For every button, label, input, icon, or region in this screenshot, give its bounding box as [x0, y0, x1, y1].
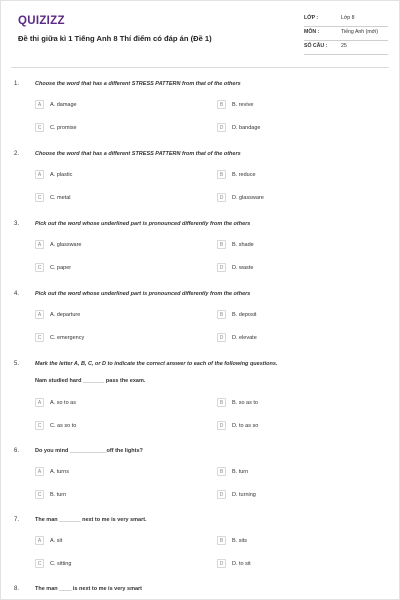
question-text: Pick out the word whose underlined part is pronounced differently from the others: [35, 221, 251, 227]
question-text: The man _______ next to me is very smart.: [35, 517, 147, 523]
option-letter: B: [217, 536, 226, 545]
question-text: Choose the word that has a different STRESS PATTERN from that of the others: [35, 81, 241, 87]
option-letter: A: [35, 536, 44, 545]
option-text: C. paper: [50, 265, 72, 271]
option-letter: C: [35, 559, 44, 568]
option-letter: C: [35, 193, 44, 202]
option-text: B. deposit: [232, 312, 257, 318]
info-key: SỐ CÂU :: [304, 43, 328, 49]
option-letter: A: [35, 170, 44, 179]
info-box: [304, 13, 388, 55]
header-divider: [11, 67, 389, 68]
question-prompt: Nam studied hard _______ pass the exam.: [35, 378, 146, 384]
info-row-count: [304, 41, 388, 55]
option-text: D. turning: [232, 492, 256, 498]
option-text: A. departure: [50, 312, 81, 318]
option-text: A. so to as: [50, 400, 76, 406]
question-number: 6.: [14, 448, 20, 454]
option-letter: D: [217, 263, 226, 272]
option-text: A. damage: [50, 102, 77, 108]
info-value: Lớp 8: [341, 15, 355, 21]
option-letter: D: [217, 193, 226, 202]
info-row-class: [304, 13, 388, 27]
info-value: 25: [341, 43, 347, 49]
question-number: 7.: [14, 517, 20, 523]
option-text: D. glassware: [232, 195, 264, 201]
info-key: LỚP :: [304, 15, 319, 21]
question-text: Mark the letter A, B, C, or D to indicate the correct answer to each of the following questions.: [35, 361, 278, 367]
question-number: 8.: [14, 586, 20, 592]
quizizz-logo: QUIZIZZ: [18, 15, 65, 27]
option-letter: A: [35, 398, 44, 407]
info-value: Tiếng Anh (mới): [341, 29, 378, 35]
option-text: B. turn: [50, 492, 67, 498]
option-letter: D: [217, 490, 226, 499]
option-text: B. shade: [232, 242, 254, 248]
option-text: D. bandage: [232, 125, 261, 131]
question-text: Do you mind ____________off the lights?: [35, 448, 143, 454]
option-text: C. sitting: [50, 561, 72, 567]
option-text: B. reduce: [232, 172, 256, 178]
option-letter: A: [35, 310, 44, 319]
option-letter: B: [217, 170, 226, 179]
question-number: 4.: [14, 291, 20, 297]
option-text: C. as so to: [50, 423, 77, 429]
option-letter: B: [217, 310, 226, 319]
question-number: 3.: [14, 221, 20, 227]
option-letter: D: [217, 421, 226, 430]
option-letter: B: [217, 240, 226, 249]
option-text: B. turn: [232, 469, 249, 475]
option-letter: B: [217, 467, 226, 476]
question-text: Choose the word that has a different STRESS PATTERN from that of the others: [35, 151, 241, 157]
option-letter: C: [35, 123, 44, 132]
option-letter: C: [35, 333, 44, 342]
option-letter: C: [35, 490, 44, 499]
option-text: D. waste: [232, 265, 254, 271]
option-letter: A: [35, 467, 44, 476]
option-letter: B: [217, 100, 226, 109]
option-text: C. promise: [50, 125, 77, 131]
option-text: D. elevate: [232, 335, 257, 341]
question-text: Pick out the word whose underlined part is pronounced differently from the others: [35, 291, 251, 297]
option-letter: C: [35, 263, 44, 272]
option-text: C. metal: [50, 195, 71, 201]
option-text: A. sit: [50, 538, 63, 544]
option-text: D. to as so: [232, 423, 259, 429]
option-text: B. sits: [232, 538, 247, 544]
option-letter: B: [217, 398, 226, 407]
question-number: 1.: [14, 81, 20, 87]
info-row-subject: [304, 27, 388, 41]
option-letter: A: [35, 240, 44, 249]
option-letter: D: [217, 123, 226, 132]
option-letter: D: [217, 559, 226, 568]
option-text: A. glassware: [50, 242, 82, 248]
question-number: 2.: [14, 151, 20, 157]
option-text: C. emergency: [50, 335, 85, 341]
option-text: A. plastic: [50, 172, 73, 178]
option-letter: C: [35, 421, 44, 430]
document-title: Đề thi giữa kì 1 Tiếng Anh 8 Thí điểm có đáp án (Đề 1): [18, 34, 212, 43]
question-text: The man ____ is next to me is very smart: [35, 586, 142, 592]
option-letter: A: [35, 100, 44, 109]
info-key: MÔN :: [304, 29, 320, 35]
option-text: B. revive: [232, 102, 254, 108]
question-number: 5.: [14, 361, 20, 367]
option-letter: D: [217, 333, 226, 342]
option-text: B. so as to: [232, 400, 258, 406]
option-text: A. turns: [50, 469, 69, 475]
option-text: D. to sit: [232, 561, 251, 567]
